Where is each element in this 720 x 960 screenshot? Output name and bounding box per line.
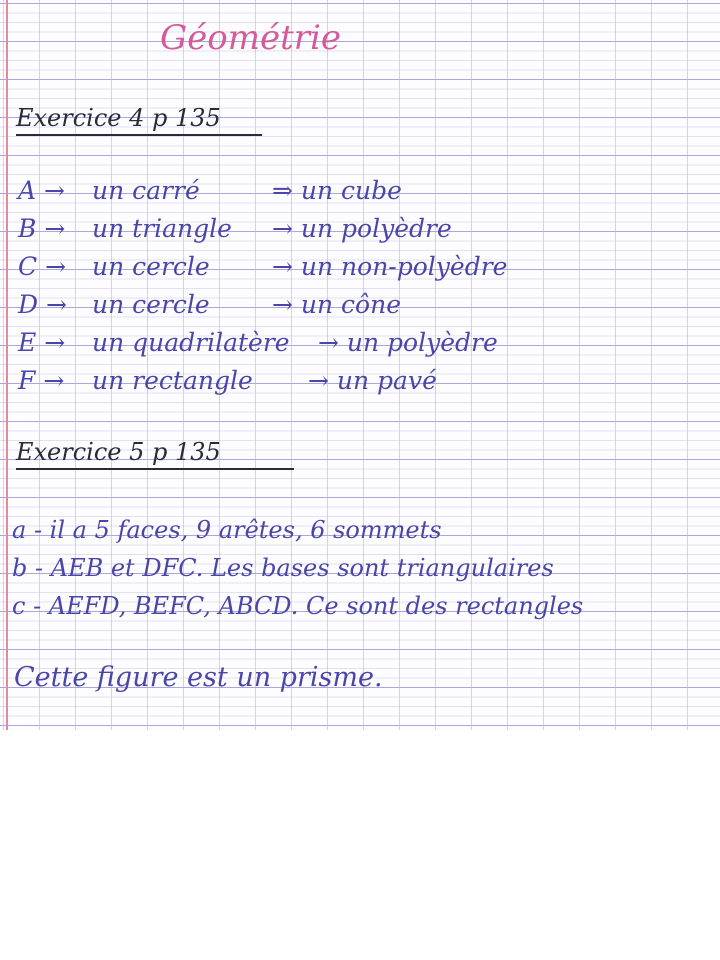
margin-line	[6, 0, 8, 730]
row-shape: un quadrilatère	[92, 328, 290, 357]
row-letter: B →	[18, 214, 66, 243]
exercise5-heading: Exercice 5 p 135	[16, 438, 221, 466]
row-solid: → un cône	[272, 290, 402, 319]
row-letter: D →	[18, 290, 67, 319]
row-letter: E →	[18, 328, 66, 357]
row-shape: un carré	[92, 176, 200, 205]
row-shape: un rectangle	[92, 366, 253, 395]
answer-a: a - il a 5 faces, 9 arêtes, 6 sommets	[12, 516, 442, 544]
conclusion: Cette figure est un prisme.	[14, 662, 383, 693]
row-solid: → un non-polyèdre	[272, 252, 508, 281]
row-solid: → un pavé	[308, 366, 437, 395]
row-letter: F →	[18, 366, 65, 395]
answer-b: b - AEB et DFC. Les bases sont triangulaires	[12, 554, 554, 582]
exercise4-heading: Exercice 4 p 135	[16, 104, 221, 132]
row-shape: un cercle	[92, 290, 210, 319]
row-shape: un cercle	[92, 252, 210, 281]
row-solid: ⇒ un cube	[272, 176, 402, 205]
exercise5-underline	[16, 468, 294, 470]
row-shape: un triangle	[92, 214, 232, 243]
row-solid: → un polyèdre	[272, 214, 452, 243]
answer-c: c - AEFD, BEFC, ABCD. Ce sont des rectangles	[12, 592, 584, 620]
page-title: Géométrie	[160, 18, 342, 58]
row-letter: A →	[18, 176, 65, 205]
row-letter: C →	[18, 252, 67, 281]
row-solid: → un polyèdre	[318, 328, 498, 357]
exercise4-underline	[16, 134, 262, 136]
